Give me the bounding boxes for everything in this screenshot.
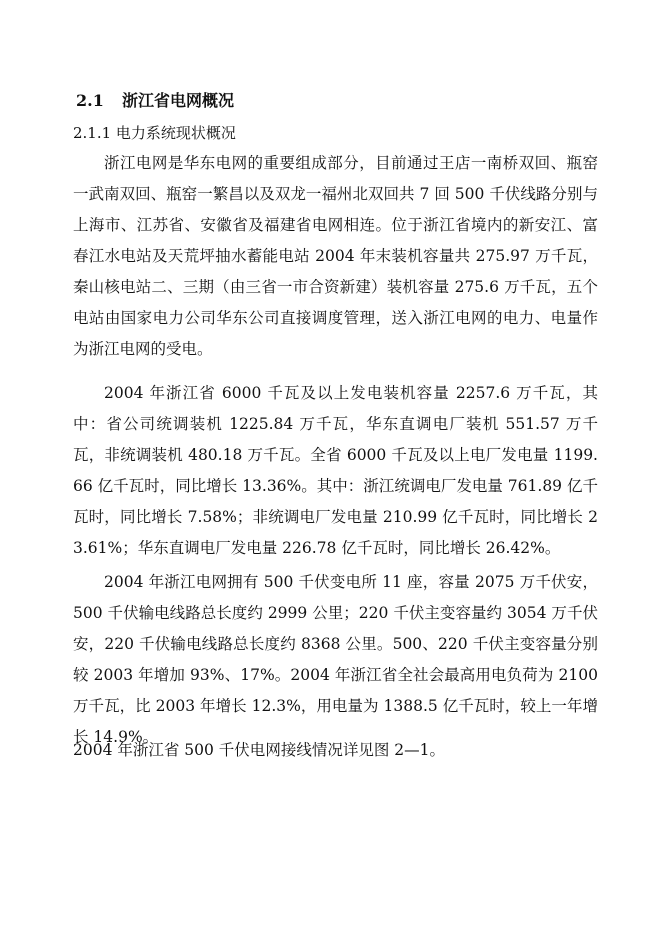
paragraph-installed-capacity: 2004 年浙江省 6000 千瓦及以上发电装机容量 2257.6 万千瓦，其中：省公司统调装机 1225.84 万千瓦，华东直调电厂装机 551.57 万千瓦，非统调装机 480.18 万千瓦。全省 6000 千瓦及以上电厂发电量 1199.66 亿千瓦时，同比增长 13.36%。其中：浙江统调电厂发电量 761.89 亿千瓦时，同比增长 7.58%；非统调电厂发电量 210.99 亿千瓦时，同比增长 23.61%；华东直调电厂发电量 226.78 亿千瓦时，同比增长 26.42%。 (73, 384, 598, 557)
paragraph-grid-interconnection: 浙江电网是华东电网的重要组成部分，目前通过王店一南桥双回、瓶窑一武南双回、瓶窑一繁昌以及双龙一福州北双回共 7 回 500 千伏线路分别与上海市、江苏省、安徽省及福建省电网相连。位于浙江省境内的新安江、富春江水电站及天荒坪抽水蓄能电站 2004 年末装机容量共 275.97 万千瓦，秦山核电站二、三期（由三省一市合资新建）装机容量 275.6 万千瓦，五个电站由国家电力公司华东公司直接调度管理，送入浙江电网的电力、电量作为浙江电网的受电。 (73, 154, 598, 358)
section-title: 浙江省电网概况 (122, 91, 235, 110)
paragraph-substations-load: 2004 年浙江电网拥有 500 千伏变电所 11 座，容量 2075 万千伏安，500 千伏输电线路总长度约 2999 公里；220 千伏主变容量约 3054 万千伏安，220 千伏输电线路总长度约 8368 公里。500、220 千伏主变容量分别较 2003 年增加 93%、17%。2004 年浙江省全社会最高用电负荷为 2100 万千瓦，比 2003 年增长 12.3%，用电量为 1388.5 亿千瓦时，较上一年增长 14.9%。 (73, 573, 598, 746)
subsection-heading: 2.1.1 电力系统现状概况 (73, 124, 236, 142)
figure-reference-line: 2004 年浙江省 500 千伏电网接线情况详见图 2—1。 (73, 741, 445, 759)
section-number: 2.1 (76, 91, 104, 110)
section-heading (76, 89, 234, 113)
